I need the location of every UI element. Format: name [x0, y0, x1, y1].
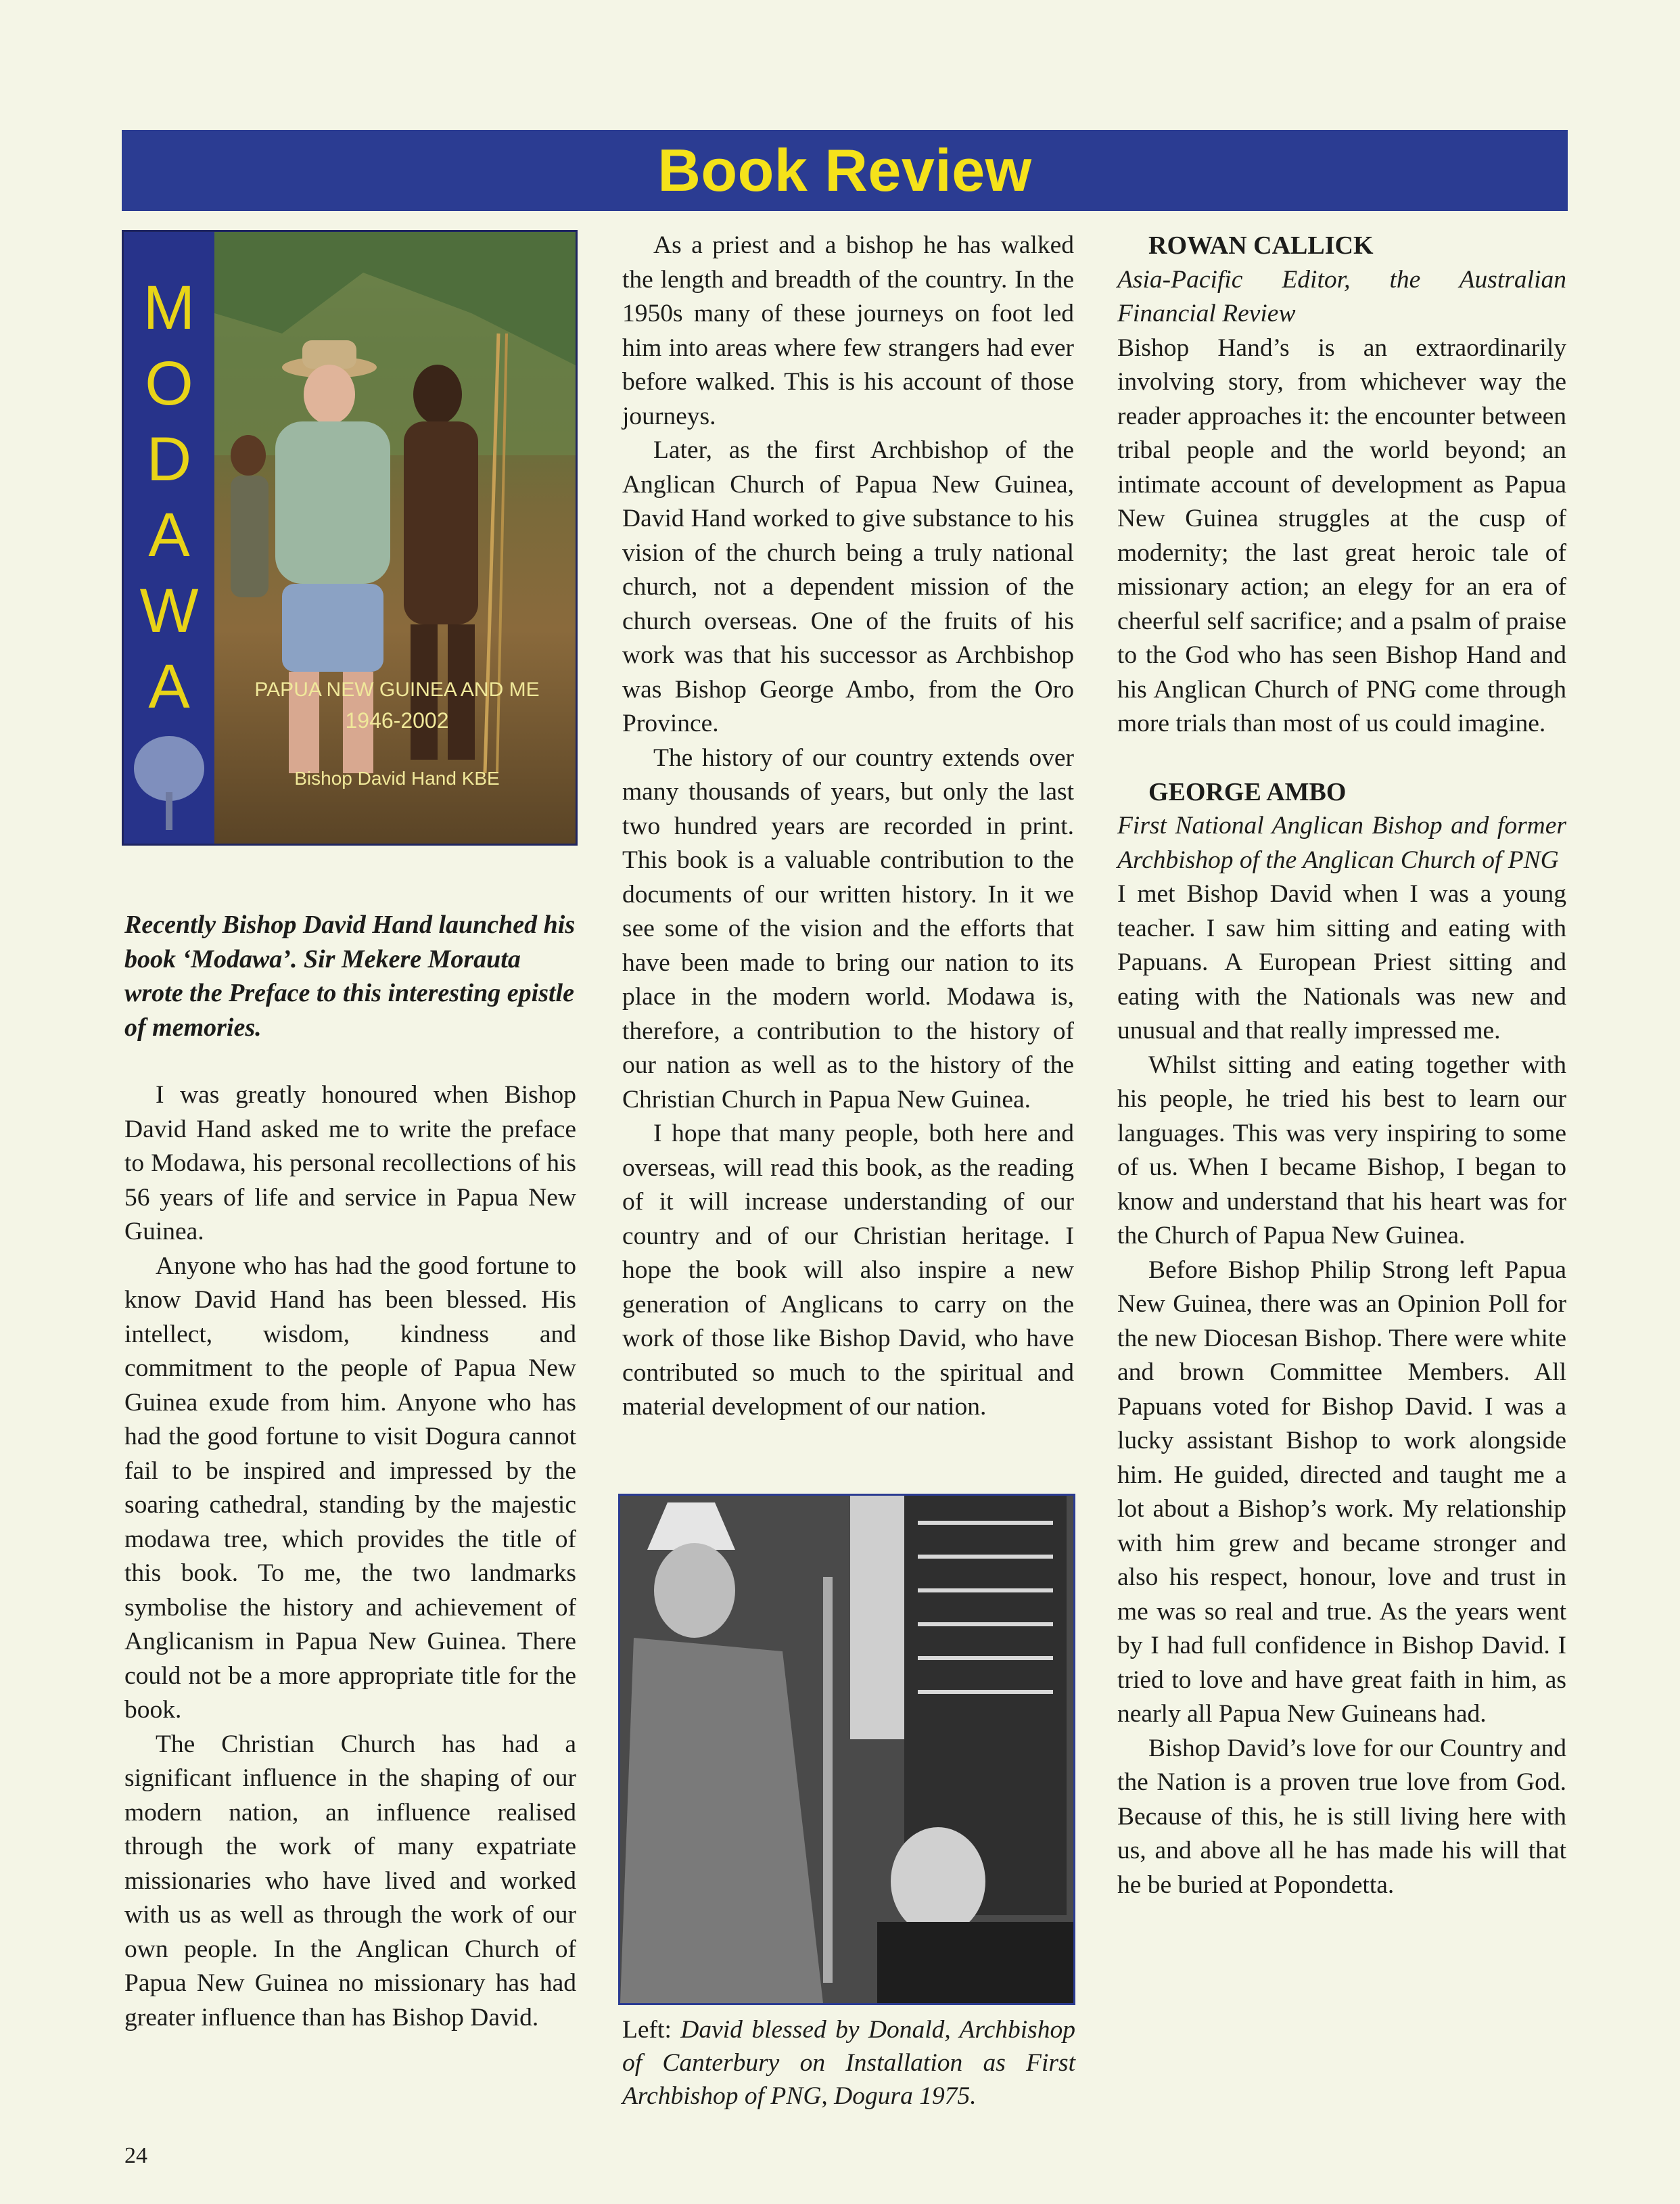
- reviewer-role: First National Anglican Bishop and former Archbishop of the Anglican Church of PNG: [1117, 812, 1566, 874]
- cover-photo: [214, 232, 576, 844]
- cover-letter: W: [139, 576, 199, 645]
- book-cover-image: [122, 230, 578, 846]
- page-title: Book Review: [657, 137, 1032, 204]
- reviewer-name: GEORGE AMBO: [1148, 777, 1347, 806]
- paragraph: As a priest and a bishop he has walked the length and breadth of the country. In the 1950s many of these journeys on foot led him into areas where few strangers had ever before walked. This is his account of those journeys.: [622, 231, 1074, 430]
- paragraph: Anyone who has had the good fortune to know David Hand has been blessed. His intellect, wisdom, kindness and commitment to the people of Papua New Guinea exude from him. Anyone who has had the good fortune to visit Dogura cannot fail to be inspired and impressed by the soaring cathedral, standing by the majestic modawa tree, which provides the title of this book. To me, the two landmarks symbolise the history and achievement of Anglicanism in Papua New Guinea. There could not be a more appropriate title for the book.: [124, 1252, 576, 1724]
- column-1: [124, 908, 576, 2035]
- column-3: [1117, 229, 1566, 1902]
- cover-author: Bishop David Hand KBE: [294, 768, 500, 789]
- caption-prefix: Left:: [622, 2016, 681, 2044]
- column-2: [622, 229, 1074, 1425]
- header-banner: [122, 130, 1568, 211]
- cover-letter: A: [148, 501, 190, 570]
- caption-text: David blessed by Donald, Archbishop of Canterbury on Installation as First Archbishop of PNG, Dogura 1975.: [622, 2016, 1075, 2110]
- paragraph: I hope that many people, both here and overseas, will read this book, as the reading of it will increase understanding of our country and of our Christian heritage. I hope the book will also inspire a new generation of Anglicans to carry on the work of those like Bishop David, who have contributed so much to the spiritual and material development of our nation.: [622, 1120, 1074, 1421]
- intro-text: Recently Bishop David Hand launched his book ‘Modawa’. Sir Mekere Morauta wrote the Preface to this interesting epistle of memories.: [124, 911, 576, 1042]
- paragraph: Before Bishop Philip Strong left Papua New Guinea, there was an Opinion Poll for the new Diocesan Bishop. There were white and brown Committee Members. All Papuans voted for Bishop David. I was a lucky assistant Bishop to work alongside him. He guided, directed and taught me a lot about a Bishop’s work. My relationship with him grew and became stronger and also his respect, honour, love and trust in me was so real and true. As the years went by I had full confidence in Bishop David. I tried to love and have great faith in him, as nearly all Papua New Guineans had.: [1117, 1256, 1566, 1728]
- cover-title-strip: [124, 232, 214, 846]
- paragraph: Bishop David’s love for our Country and the Nation is a proven true love from God. Because of this, he is still living here with us, and above all he has made his will that he be buried at Popondetta.: [1117, 1734, 1566, 1899]
- reviewer-role: Asia-Pacific Editor, the Australian Financial Review: [1117, 265, 1566, 327]
- tree-icon: [132, 731, 206, 833]
- paragraph: The history of our country extends over many thousands of years, but only the last two hundred years are recorded in print. This book is a valuable contribution to the documents of our written history. In it we see some of the vision and the efforts that have been made to bring our nation to its place in the modern world. Modawa is, therefore, a contribution to the history of our nation as well as to the history of the Christian Church in Papua New Guinea.: [622, 743, 1074, 1114]
- photo-caption: [622, 2013, 1075, 2113]
- cover-years: 1946-2002: [345, 708, 449, 733]
- reviewer-name: ROWAN CALLICK: [1148, 231, 1374, 260]
- cover-letter: A: [148, 652, 190, 721]
- paragraph: I was greatly honoured when Bishop David Hand asked me to write the preface to Modawa, his personal recollections of his 56 years of life and service in Papua New Guinea.: [124, 1081, 576, 1245]
- paragraph: Whilst sitting and eating together with his people, he tried his best to learn our languages. This was very inspiring to some of us. When I became Bishop, I began to know and understand that his heart was for the Church of Papua New Guinea.: [1117, 1051, 1566, 1249]
- paragraph: I met Bishop David when I was a young teacher. I saw him sitting and eating with Papuans. A European Priest sitting and eating with the Nationals was new and unusual and that really impressed me.: [1117, 880, 1566, 1044]
- cover-letter: M: [143, 273, 195, 342]
- cover-subtitle: PAPUA NEW GUINEA AND ME: [254, 679, 540, 701]
- paragraph: Later, as the first Archbishop of the Anglican Church of Papua New Guinea, David Hand worked to give substance to his vision of the church being a truly national church, not a dependent mission of the church overseas. One of the fruits of his work was that his successor as Archbishop was Bishop George Ambo, from the Oro Province.: [622, 436, 1074, 737]
- cover-letter: D: [146, 425, 192, 494]
- paragraph: The Christian Church has had a significant influence in the shaping of our modern nation, an influence realised through the work of many expatriate missionaries who have lived and worked with us as well as through the work of our own people. In the Anglican Church of Papua New Guinea no missionary has had greater influence than has Bishop David.: [124, 1730, 576, 2031]
- review-text: Bishop Hand’s is an extraordinarily involving story, from whichever way the reader approaches it: the encounter between tribal people and the world beyond; an intimate account of development as Papua New Guinea struggles at the cusp of modernity; the last great heroic tale of missionary action; an elegy for an era of cheerful self sacrifice; and a psalm of praise to the God who has seen Bishop Hand and his Anglican Church of PNG come through more trials than most of us could imagine.: [1117, 334, 1566, 737]
- installation-photo: [618, 1494, 1075, 2005]
- page-number: 24: [124, 2143, 147, 2168]
- cover-letter: O: [145, 349, 193, 418]
